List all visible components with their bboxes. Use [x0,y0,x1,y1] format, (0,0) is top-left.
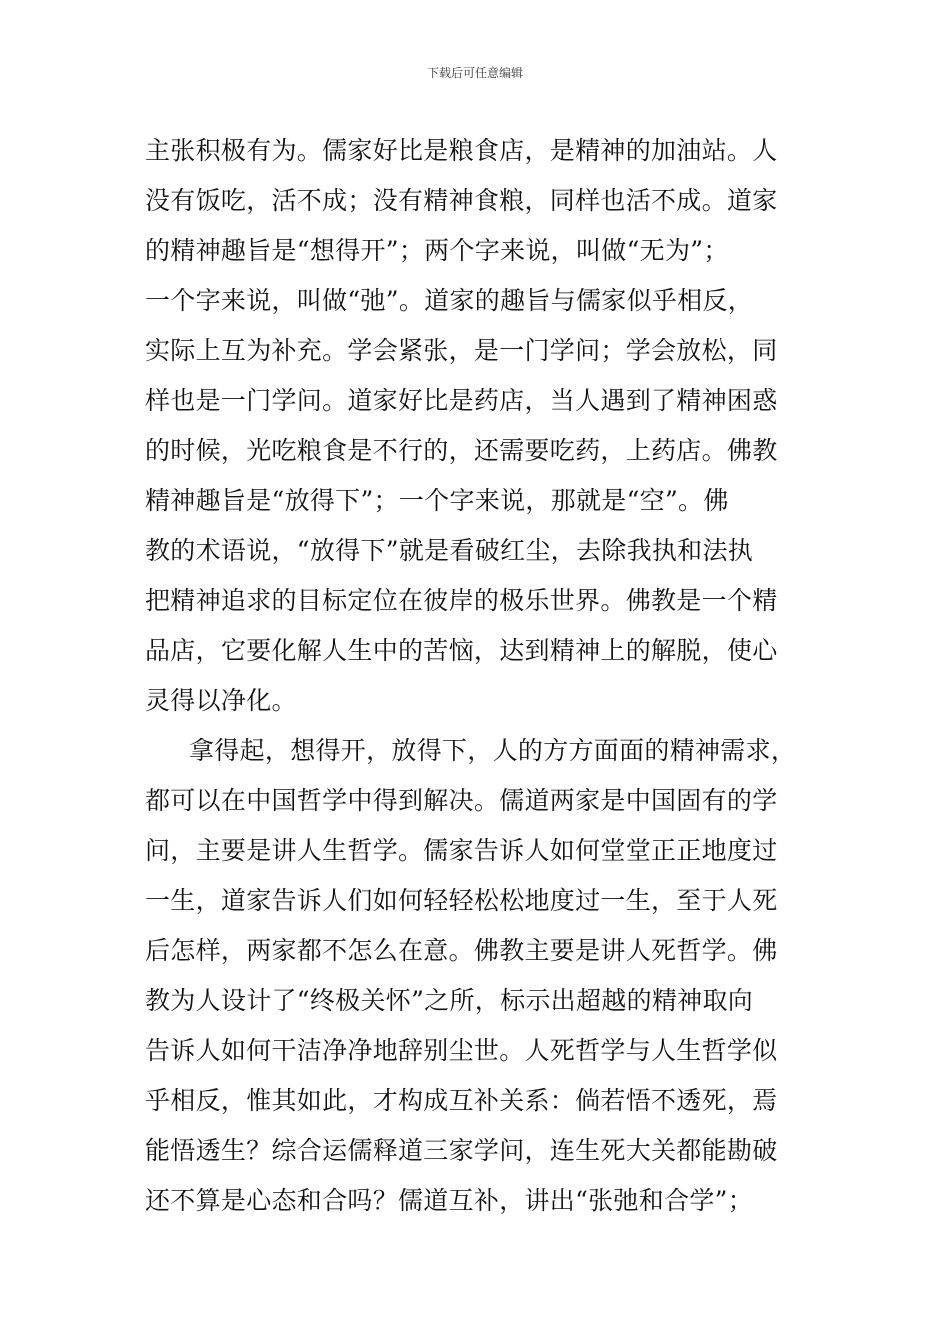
text-line: 主张积极有为。儒家好比是粮食店，是精神的加油站。人 [145,136,778,165]
text-line: 教的术语说，“放得下”就是看破红尘，去除我执和法执 [145,536,754,565]
text-line: 一个字来说，叫做“弛”。道家的趣旨与儒家似乎相反， [145,286,754,315]
page-header: 下载后可任意编辑 [426,66,523,80]
text-line: 拿得起，想得开，放得下，人的方方面面的精神需求， [189,736,797,765]
text-line: 乎相反，惟其如此，才构成互补关系：倘若悟不透死，焉 [145,1086,778,1115]
text-line: 精神趣旨是“放得下”；一个字来说，那就是“空”。佛 [145,486,729,515]
text-line: 都可以在中国哲学中得到解决。儒道两家是中国固有的学 [145,786,778,815]
text-line: 能悟透生？综合运儒释道三家学问，连生死大关都能勘破 [145,1136,778,1165]
text-line: 实际上互为补充。学会紧张，是一门学问；学会放松，同 [145,336,778,365]
text-line: 还不算是心态和合吗？儒道互补，讲出“张弛和合学”； [145,1186,754,1215]
text-line: 没有饭吃，活不成；没有精神食粮，同样也活不成。道家 [145,186,778,215]
text-line: 教为人设计了“终极关怀”之所，标示出超越的精神取向 [145,986,754,1015]
paragraph [145,126,835,726]
text-line: 品店，它要化解人生中的苦恼，达到精神上的解脱，使心 [145,636,778,665]
document-body [145,126,835,1226]
paragraph [145,726,835,1226]
text-line: 告诉人如何干洁净净地辞别尘世。人死哲学与人生哲学似 [145,1036,778,1065]
text-line: 样也是一门学问。道家好比是药店，当人遇到了精神困惑 [145,386,778,415]
text-line: 的精神趣旨是“想得开”；两个字来说，叫做“无为”； [145,236,729,265]
text-line: 问，主要是讲人生哲学。儒家告诉人如何堂堂正正地度过 [145,836,778,865]
text-line: 一生，道家告诉人们如何轻轻松松地度过一生，至于人死 [145,886,778,915]
text-line: 后怎样，两家都不怎么在意。佛教主要是讲人死哲学。佛 [145,936,778,965]
text-line: 把精神追求的目标定位在彼岸的极乐世界。佛教是一个精 [145,586,778,615]
text-line: 的时候，光吃粮食是不行的，还需要吃药，上药店。佛教 [145,436,778,465]
text-line: 灵得以净化。 [145,686,297,715]
